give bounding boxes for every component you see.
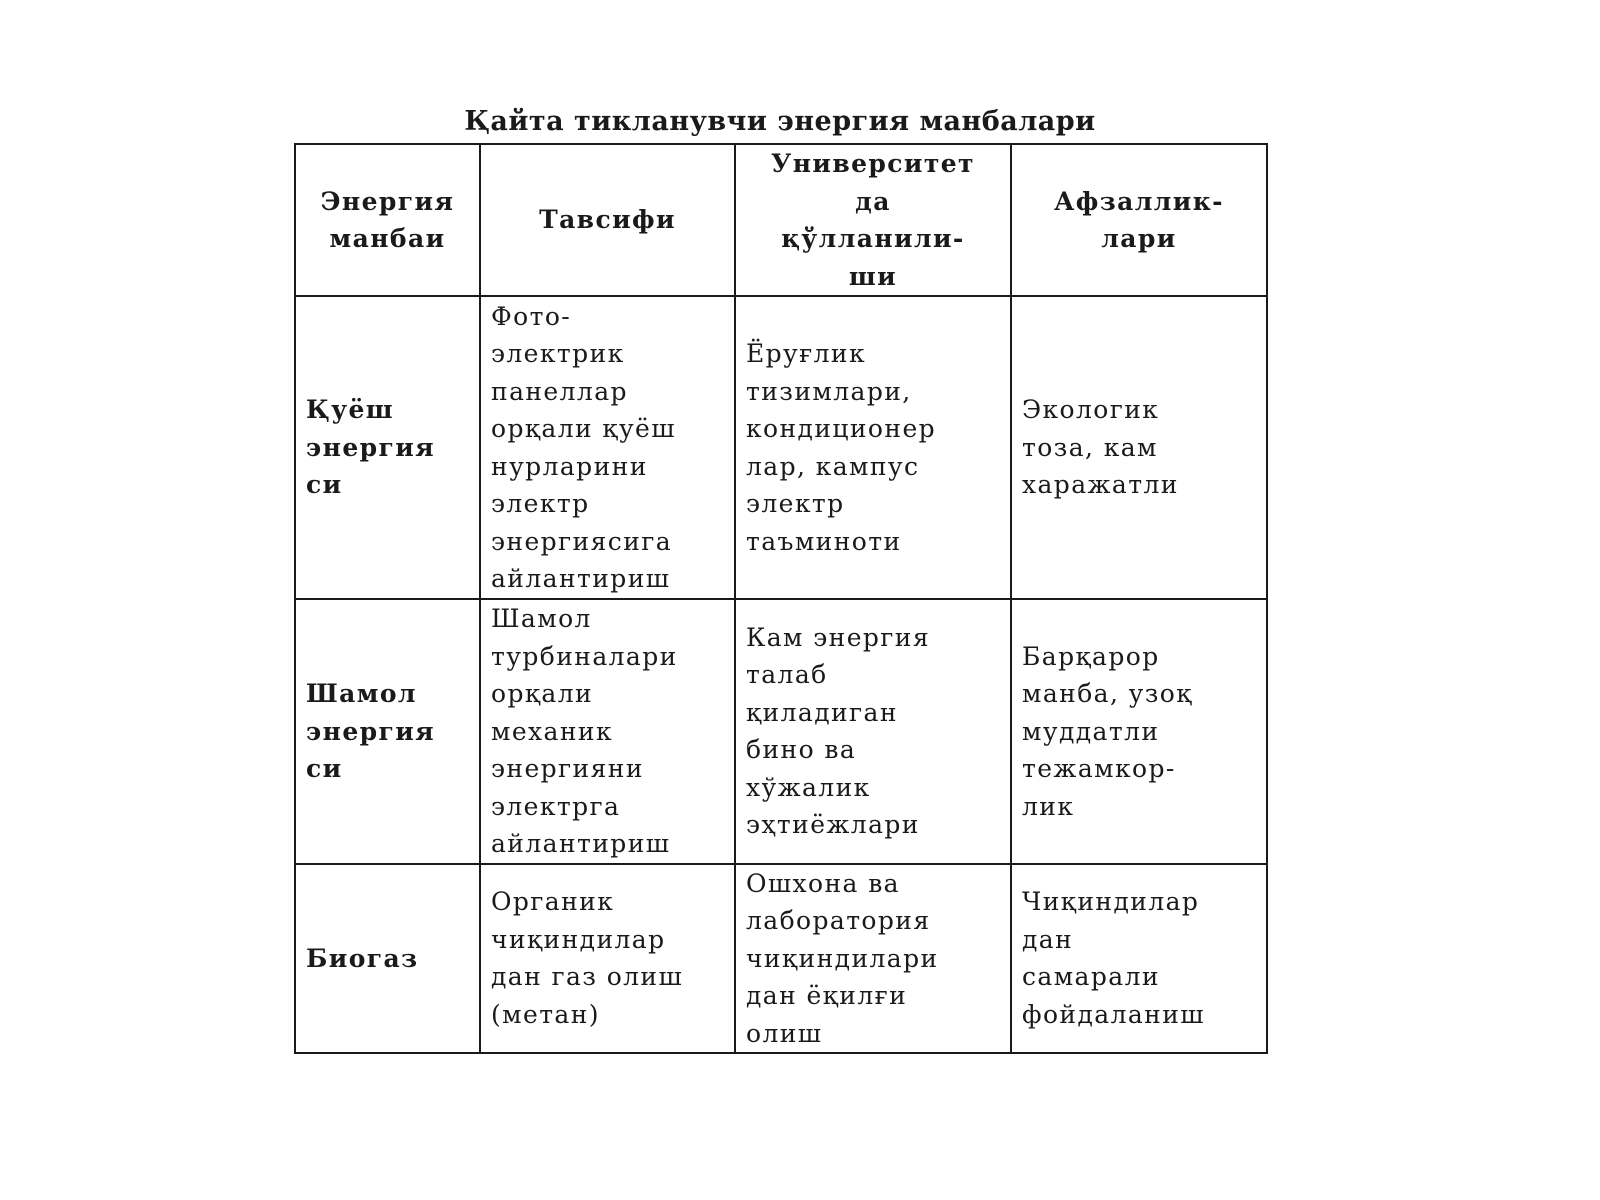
description-cell: Шамол турбиналари орқали механик энергияни электрга айлантириш — [480, 599, 735, 864]
header-advantages: Афзаллик- лари — [1011, 144, 1267, 296]
university-use-cell: Кам энергия талаб қиладиган бино ва хўжалик эҳтиёжлари — [735, 599, 1011, 864]
energy-source-cell: Қуёш энергия си — [295, 296, 480, 599]
energy-source-cell: Биогаз — [295, 864, 480, 1054]
energy-sources-table — [294, 143, 1268, 1054]
table-title: Қайта тикланувчи энергия манбалари — [464, 106, 1096, 137]
description-cell: Органик чиқиндилар дан газ олиш (метан) — [480, 864, 735, 1054]
energy-source-cell: Шамол энергия си — [295, 599, 480, 864]
table-header-row — [295, 144, 1267, 296]
advantages-cell: Экологик тоза, кам харажатли — [1011, 296, 1267, 599]
university-use-cell: Ёруғлик тизимлари, кондиционер лар, кампус электр таъминоти — [735, 296, 1011, 599]
advantages-cell: Барқарор манба, узоқ муддатли тежамкор- лик — [1011, 599, 1267, 864]
table-row — [295, 599, 1267, 864]
description-cell: Фото- электрик панеллар орқали қуёш нурларини электр энергиясига айлантириш — [480, 296, 735, 599]
table-row — [295, 296, 1267, 599]
advantages-cell: Чиқиндилар дан самарали фойдаланиш — [1011, 864, 1267, 1054]
header-description: Тавсифи — [480, 144, 735, 296]
university-use-cell: Ошхона ва лаборатория чиқиндилари дан ёқилғи олиш — [735, 864, 1011, 1054]
header-university-use: Университет да қўлланили- ши — [735, 144, 1011, 296]
table-row — [295, 864, 1267, 1054]
header-energy-source: Энергия манбаи — [295, 144, 480, 296]
